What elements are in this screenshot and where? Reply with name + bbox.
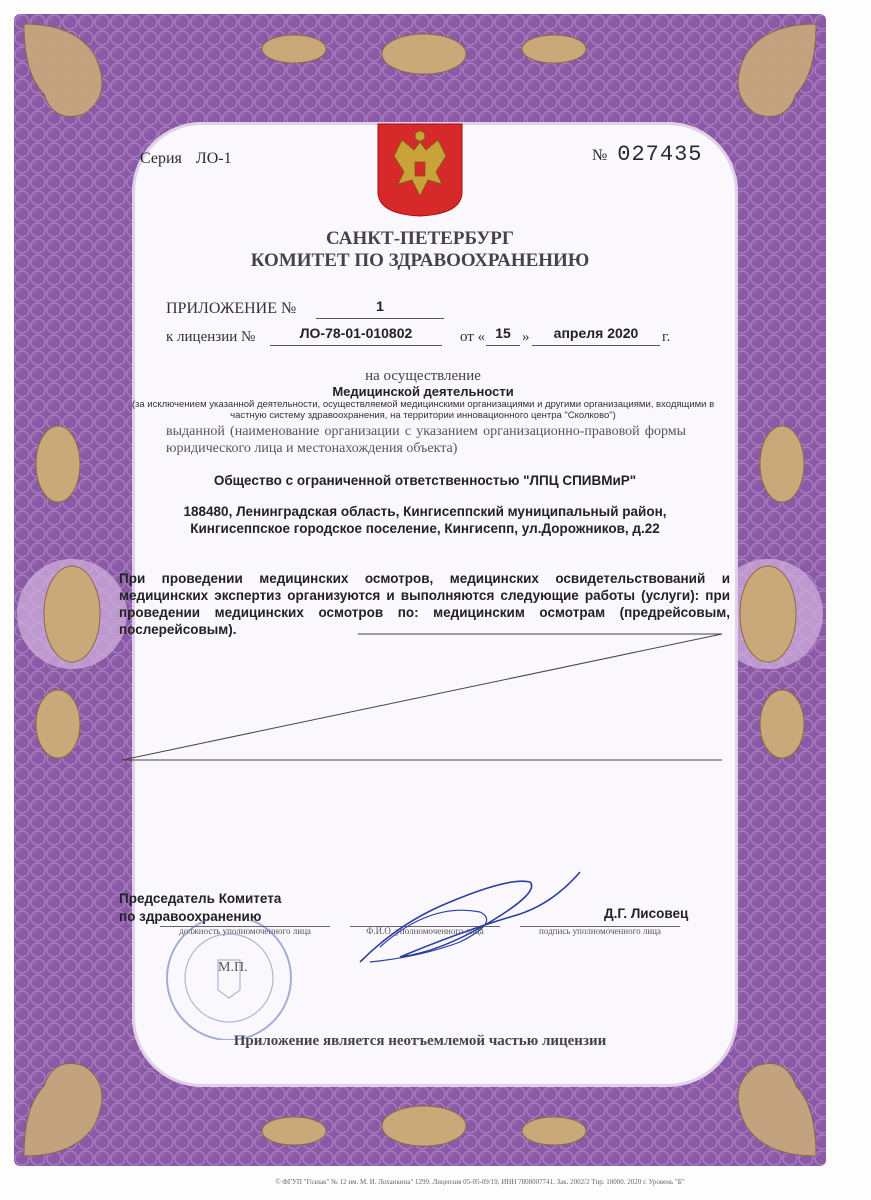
issued-text: выданной (наименование организации с указанием организационно-правовой формы юридического лица и местонахождения объекта) bbox=[166, 424, 686, 456]
official-seal-stamp bbox=[148, 920, 310, 1040]
activity-line2: Медицинской деятельности bbox=[332, 384, 514, 399]
date-month-year: апреля 2020 bbox=[532, 325, 660, 346]
organization-address-line2: Кингисеппское городское поселение, Кингисепп, ул.Дорожников, д.22 bbox=[190, 521, 660, 536]
series-label: Серия bbox=[140, 150, 182, 167]
date-day: 15 bbox=[486, 325, 520, 346]
number-value: 027435 bbox=[617, 142, 703, 167]
signatory-name: Д.Г. Лисовец bbox=[604, 906, 689, 921]
appendix-label: ПРИЛОЖЕНИЕ № bbox=[166, 300, 297, 317]
print-info: © ФГУП "Гознак" № 12 им. М. И. Лоханкина" 1299. Лицензия 05-05-09/19, ИНН 7808007741. Зак. 2002/2 Тир. 10000. 2020 г. Уровень "Б" bbox=[275, 1178, 685, 1186]
signatory-position-line2: по здравоохранению bbox=[119, 909, 262, 924]
series bbox=[140, 150, 232, 168]
date-close: » bbox=[522, 329, 530, 345]
stamp-place-mp: М.П. bbox=[218, 960, 248, 975]
works-text: При проведении медицинских осмотров, медицинских освидетельствований и медицинских экспертиз организуются и выполняются следующие работы (услуги): при проведении медицинских осмотров по: медицинским осмотрам (предрейсовым, послерейсовым). bbox=[119, 571, 730, 637]
caption-fio: Ф.И.О. уполномоченного лица bbox=[366, 926, 484, 936]
handwritten-signature bbox=[340, 862, 600, 982]
license-number: ЛО-78-01-010802 bbox=[270, 325, 442, 346]
caption-position: должность уполномоченного лица bbox=[179, 926, 311, 936]
caption-sign: подпись уполномоченного лица bbox=[539, 926, 661, 936]
activity-line1: на осуществление bbox=[365, 368, 481, 384]
number-sign: № bbox=[592, 147, 608, 164]
license-label: к лицензии № bbox=[166, 329, 256, 345]
title-city: САНКТ-ПЕТЕРБУРГ bbox=[326, 228, 514, 249]
coat-of-arms-icon bbox=[376, 122, 464, 218]
strike-lines bbox=[118, 630, 728, 765]
document-number bbox=[592, 142, 702, 167]
date-from: от « bbox=[460, 329, 486, 345]
organization-address-line1: 188480, Ленинградская область, Кингисеппский муниципальный район, bbox=[183, 504, 667, 519]
signatory-position-line1: Председатель Комитета bbox=[119, 891, 282, 906]
footer-note: Приложение является неотъемлемой частью лицензии bbox=[233, 1033, 607, 1049]
title-committee: КОМИТЕТ ПО ЗДРАВООХРАНЕНИЮ bbox=[250, 250, 590, 271]
title-block bbox=[200, 228, 640, 272]
series-value: ЛО-1 bbox=[195, 150, 232, 167]
year-suffix: г. bbox=[662, 329, 671, 345]
appendix-number: 1 bbox=[316, 298, 444, 319]
organization-name: Общество с ограниченной ответственностью "ЛПЦ СПИВМиР" bbox=[213, 473, 637, 488]
activity-note: (за исключением указанной деятельности, осуществляемой медицинскими организациями и другими организациями, входящими в частную систему здравоохранения, на территории инновационного центра "Сколково") bbox=[131, 399, 715, 421]
